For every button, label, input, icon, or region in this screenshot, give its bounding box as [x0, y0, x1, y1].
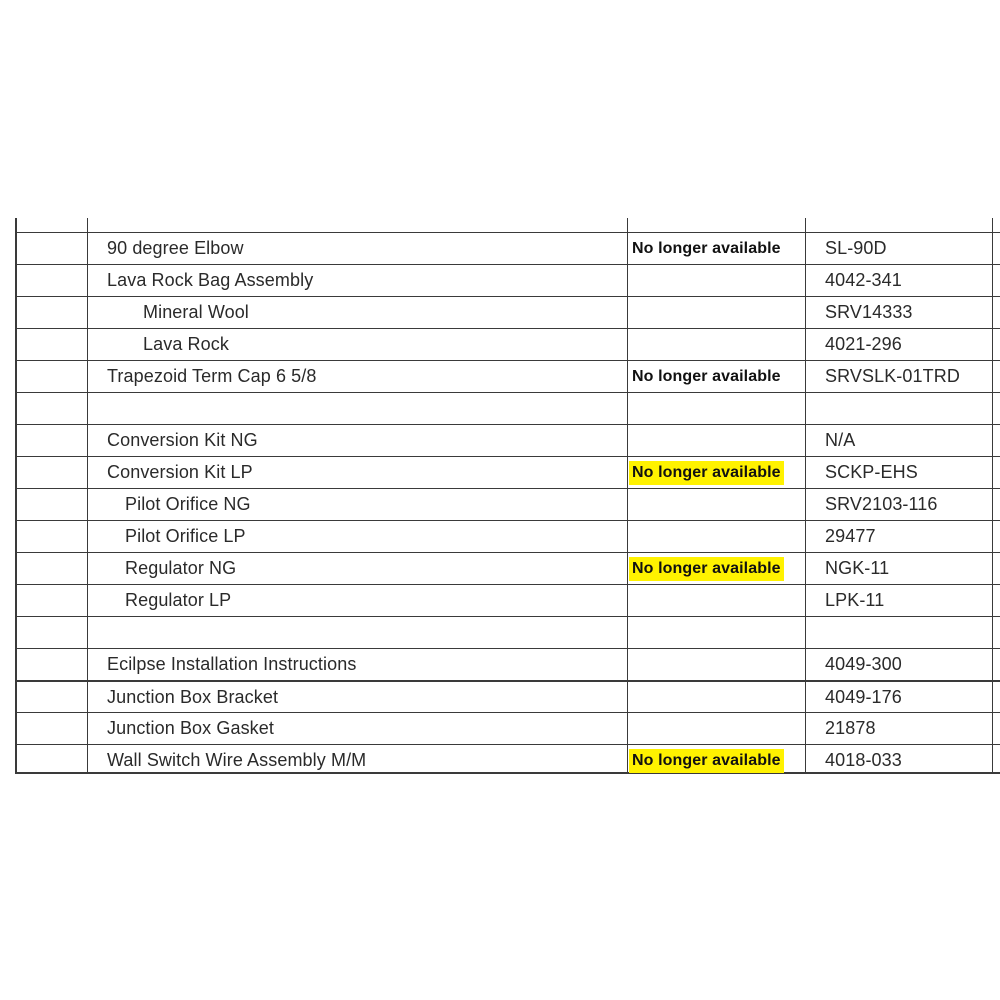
- part-description: Wall Switch Wire Assembly M/M: [107, 750, 367, 770]
- part-description: Pilot Orifice LP: [125, 526, 246, 546]
- part-description: Conversion Kit NG: [107, 430, 258, 450]
- table-row: [17, 584, 1000, 616]
- part-number: LPK-11: [825, 590, 885, 610]
- part-number: 4021-296: [825, 334, 902, 354]
- table-row: [17, 552, 1000, 584]
- availability-status: No longer available: [632, 368, 781, 385]
- part-description: Pilot Orifice NG: [125, 494, 251, 514]
- availability-status-highlighted: No longer available: [629, 461, 784, 485]
- table-row: [17, 520, 1000, 552]
- part-description: Conversion Kit LP: [107, 462, 253, 482]
- table-row-empty: [17, 616, 1000, 648]
- part-number: 4049-176: [825, 687, 902, 707]
- table-row: [17, 712, 1000, 744]
- part-description: Mineral Wool: [143, 302, 249, 322]
- part-number: SCKP-EHS: [825, 462, 918, 482]
- table-row: [17, 680, 1000, 712]
- part-number: 4018-033: [825, 750, 902, 770]
- table-row-empty: [17, 392, 1000, 424]
- parts-table: [15, 218, 1000, 774]
- part-description: Trapezoid Term Cap 6 5/8: [107, 366, 317, 386]
- part-description: Junction Box Gasket: [107, 718, 274, 738]
- availability-status-highlighted: No longer available: [629, 749, 784, 773]
- part-description: 90 degree Elbow: [107, 238, 244, 258]
- part-number: 4049-300: [825, 654, 902, 674]
- availability-status: No longer available: [632, 240, 781, 257]
- part-description: Regulator LP: [125, 590, 232, 610]
- part-description: Ecilpse Installation Instructions: [107, 654, 357, 674]
- table-row: [17, 360, 1000, 392]
- table-row: [17, 456, 1000, 488]
- part-number: SRV2103-116: [825, 494, 938, 514]
- table-row: [17, 296, 1000, 328]
- table-row: [17, 264, 1000, 296]
- part-number: SRVSLK-01TRD: [825, 366, 960, 386]
- table-row: [17, 424, 1000, 456]
- table-row: [17, 648, 1000, 680]
- table-row: [17, 744, 1000, 776]
- table-row: [17, 488, 1000, 520]
- part-number: 4042-341: [825, 270, 902, 290]
- part-number: 21878: [825, 718, 876, 738]
- part-description: Regulator NG: [125, 558, 237, 578]
- availability-status-highlighted: No longer available: [629, 557, 784, 581]
- part-description: Lava Rock Bag Assembly: [107, 270, 314, 290]
- part-description: Junction Box Bracket: [107, 687, 279, 707]
- part-description: Lava Rock: [143, 334, 229, 354]
- table-row: [17, 232, 1000, 264]
- part-number: NGK-11: [825, 558, 890, 578]
- table-row: [17, 328, 1000, 360]
- part-number: SRV14333: [825, 302, 913, 322]
- part-number: N/A: [825, 430, 856, 450]
- part-number: 29477: [825, 526, 876, 546]
- part-number: SL-90D: [825, 238, 887, 258]
